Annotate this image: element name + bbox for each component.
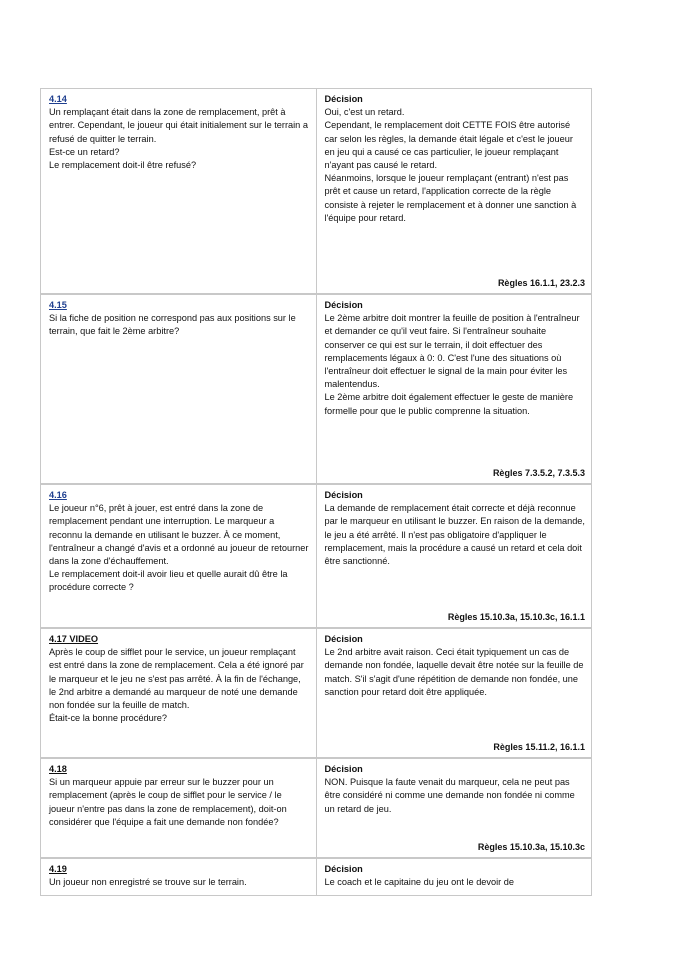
decision-cell [317, 484, 593, 628]
rules-reference: Règles 7.3.5.2, 7.3.5.3 [492, 467, 585, 478]
case-number-link[interactable]: 4.16 [49, 490, 67, 500]
case-number: 4.17 VIDEO [49, 634, 99, 644]
rules-reference: Règles 16.1.1, 23.2.3 [497, 277, 585, 288]
answer-text: Le 2nd arbitre avait raison. Ceci était typiquement un cas de demande non fondée, laquelle devait être notée sur la feuille de match. S'il s'agit d'une répétition de demande non fondée, une sanction pour retard doit être appliquée. [324, 647, 584, 697]
question-text: Est-ce un retard? [49, 146, 120, 157]
case-number: 4.19 [49, 864, 67, 874]
decision-cell [317, 858, 593, 896]
table-row [40, 858, 592, 896]
answer-text: Le 2ème arbitre doit montrer la feuille de position à l'entraîneur et demander ce qu'il veut faire. Si l'entraîneur souhaite conserver ce qui est sur le terrain, il doit effectuer des remplacements légaux à 0: 0. C'est l'une des situations où l'entraîneur doit effectuer le signal de la main pour éviter les malentendus. [324, 313, 580, 390]
table-row [40, 88, 592, 294]
question-cell [41, 858, 317, 896]
table-row [40, 484, 592, 628]
decision-cell [317, 294, 593, 484]
question-text: Si un marqueur appuie par erreur sur le buzzer pour un remplacement (après le coup de sifflet pour le service / le joueur n'entre pas dans la zone de remplacement), doit-on considérer que l'équipe a fait une demande non fondée? [49, 777, 287, 827]
question-cell [41, 628, 317, 758]
qa-table [40, 88, 592, 896]
answer-text: Le coach et le capitaine du jeu ont le devoir de [324, 877, 514, 888]
case-number-link[interactable]: 4.14 [49, 94, 67, 104]
answer-text: Cependant, le remplacement doit CETTE FOIS être autorisé car selon les règles, la demande était légale et c'est le joueur en jeu qui a causé ce cas particulier, le joueur remplaçant n'ayant pas causé le retard. [324, 120, 573, 171]
question-text: Un joueur non enregistré se trouve sur le terrain. [49, 877, 247, 888]
answer-text: Néanmoins, lorsque le joueur remplaçant (entrant) n'est pas prêt et cause un retard, l'application correcte de la règle consiste à rejeter le remplacement et à donner une sanction à l'équipe pour retard. [324, 173, 577, 223]
case-number: 4.18 [49, 764, 67, 774]
decision-label: Décision [324, 764, 363, 774]
question-text: Le remplacement doit-il être refusé? [49, 160, 197, 171]
decision-label: Décision [324, 300, 363, 310]
table-row [40, 294, 592, 484]
answer-text: NON. Puisque la faute venait du marqueur, cela ne peut pas être considéré ni comme une demande non fondée ni comme un retard de jeu. [324, 777, 575, 814]
case-number-link[interactable]: 4.15 [49, 300, 67, 310]
question-text: Le remplacement doit-il avoir lieu et quelle aurait dû être la procédure correcte ? [49, 569, 288, 593]
rules-reference: Règles 15.10.3a, 15.10.3c, 16.1.1 [447, 611, 585, 622]
table-row [40, 628, 592, 758]
decision-label: Décision [324, 94, 363, 104]
question-text: Un remplaçant était dans la zone de remplacement, prêt à entrer. Cependant, le joueur qui était initialement sur le terrain a refusé de quitter le terrain. [49, 107, 308, 144]
answer-text: Oui, c'est un retard. [324, 107, 405, 118]
question-cell [41, 484, 317, 628]
decision-label: Décision [324, 634, 363, 644]
decision-label: Décision [324, 490, 363, 500]
answer-text: Le 2ème arbitre doit également effectuer le geste de manière formelle pour que le public comprenne la situation. [324, 392, 574, 416]
question-text: Était-ce la bonne procédure? [49, 713, 167, 724]
decision-label: Décision [324, 864, 363, 874]
question-cell [41, 294, 317, 484]
decision-cell [317, 758, 593, 858]
question-text: Si la fiche de position ne correspond pas aux positions sur le terrain, que fait le 2ème arbitre? [49, 313, 296, 337]
question-cell [41, 88, 317, 294]
decision-cell [317, 628, 593, 758]
answer-text: La demande de remplacement était correcte et déjà reconnue par le marqueur en utilisant le buzzer. En raison de la demande, le jeu a été arrêté. Il n'est pas obligatoire d'appliquer le remplacement, mais la procédure a causé un retard et cela doit être sanctionné. [324, 503, 585, 567]
rules-reference: Règles 15.10.3a, 15.10.3c [477, 841, 585, 852]
question-text: Le joueur n°6, prêt à jouer, est entré dans la zone de remplacement pendant une interruption. Le marqueur a reconnu la demande en utilisant le buzzer. À ce moment, l'entraîneur a changé d'avis et a ordonné au joueur de retourner dans la zone d'échauffement. [49, 503, 309, 567]
rules-reference: Règles 15.11.2, 16.1.1 [493, 741, 585, 752]
table-row [40, 758, 592, 858]
question-text: Après le coup de sifflet pour le service, un joueur remplaçant est entré dans la zone de remplacement. Cela a été ignoré par le marqueur et le jeu ne s'est pas arrêté. À la fin de l'échange, le 2nd arbitre a demandé au marqueur de noté une demande non fondée sur la feuille de match. [49, 647, 304, 711]
decision-cell [317, 88, 593, 294]
question-cell [41, 758, 317, 858]
